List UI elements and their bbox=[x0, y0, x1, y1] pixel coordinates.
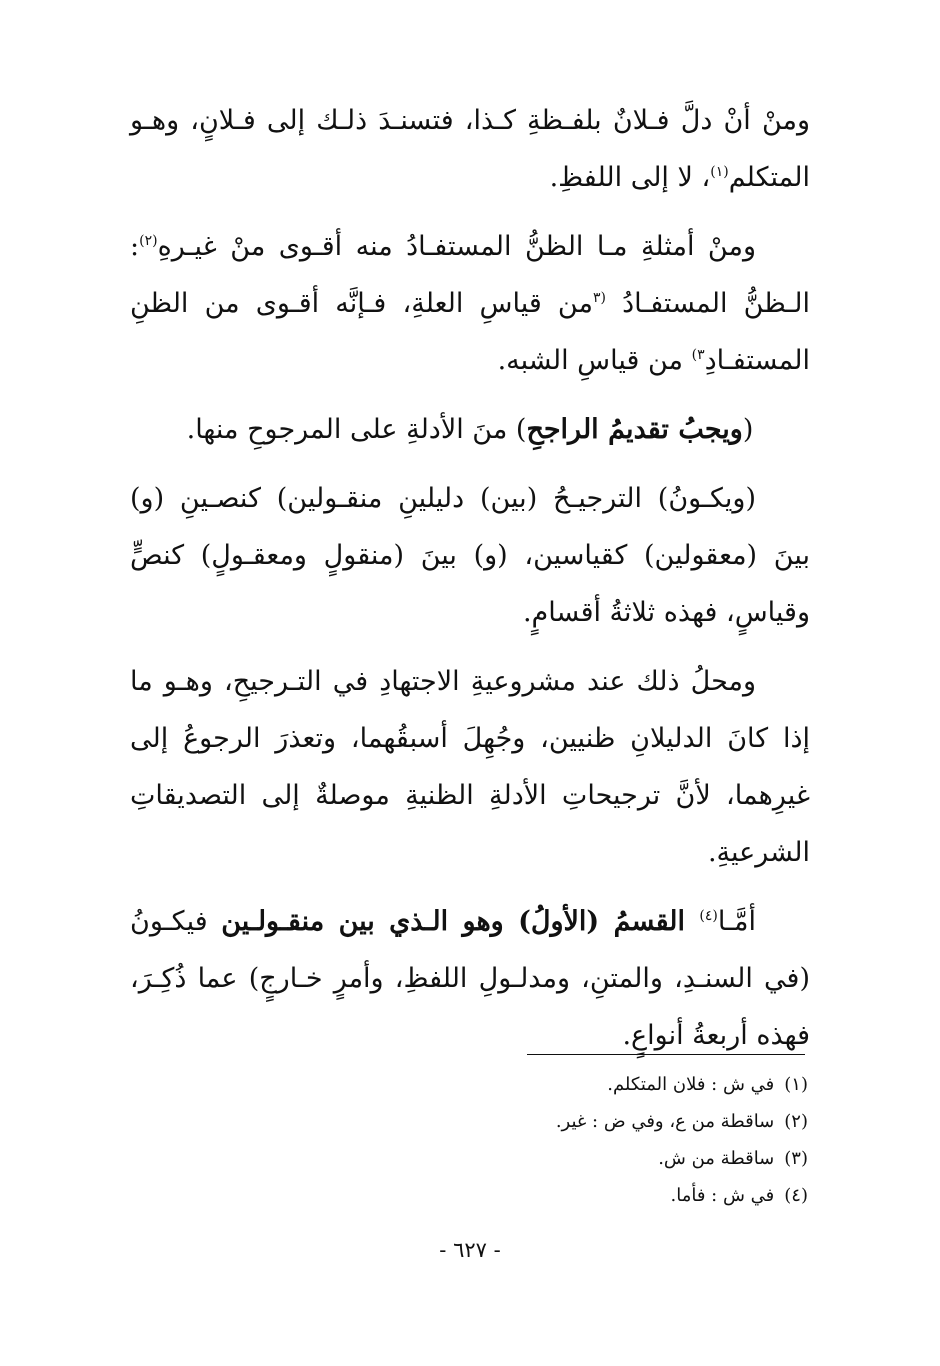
paragraph-6-text-a: أمَّـا bbox=[717, 906, 756, 937]
paragraph-2-text-b: : الـظنُّ المستفـادُ bbox=[130, 231, 810, 319]
footnote-text: في ش : فلان المتكلم. bbox=[607, 1074, 775, 1095]
paragraph-3-open-paren: ( bbox=[742, 414, 754, 445]
paragraph-6-bold-text: القسمُ (الأولُ) وهو الـذي بين منقـولـين bbox=[221, 906, 700, 937]
footnote-ref-2: (٢) bbox=[139, 233, 158, 249]
footnote-number: (٢) bbox=[784, 1111, 808, 1132]
footnote-separator bbox=[527, 1054, 805, 1055]
footnote-ref-3-close: ٣) bbox=[691, 347, 705, 363]
footnote-ref-3-open: (٣ bbox=[592, 290, 606, 306]
footnote-text: في ش : فأما. bbox=[670, 1185, 775, 1206]
paragraph-2-text-a: ومنْ أمثلةِ مـا الظنُّ المستفـادُ منه أقـوى منْ غيـرهِ bbox=[157, 231, 756, 262]
footnote-1 bbox=[388, 1066, 808, 1103]
footnote-text: ساقطة من ش. bbox=[658, 1148, 775, 1169]
paragraph-1 bbox=[130, 92, 810, 206]
footnote-4 bbox=[388, 1177, 808, 1214]
footnotes bbox=[388, 1066, 808, 1214]
paragraph-3-rest: ) منَ الأدلةِ على المرجوحِ منها. bbox=[186, 414, 527, 445]
paragraph-2 bbox=[130, 218, 810, 389]
paragraph-1-text-b: ، لا إلى اللفظِ. bbox=[549, 162, 711, 193]
paragraph-5: ومحلُ ذلك عند مشروعيةِ الاجتهادِ في التـرجيحِ، وهـو ما إذا كانَ الدليلانِ ظنيين، وجُهِلَ أسبقُهما، وتعذرَ الرجوعُ إلى غيرِهما، لأنَّ ترجيحاتِ الأدلةِ الظنيةِ موصلةٌ إلى التصديقاتِ الشرعيةِ. bbox=[130, 666, 810, 868]
paragraph-6-text-b: فيكـونُ (في السنـدِ، والمتنِ، ومدلـولِ اللفظِ، وأمرٍ خـارجٍ) عما ذُكِـرَ، فهذه أربعةُ أنواعٍ. bbox=[130, 906, 810, 1051]
paragraph-2-text-c: من قياسِ العلةِ، فـإنَّه أقـوى من الظنِ المستفـادِ bbox=[130, 288, 810, 376]
footnote-number: (٣) bbox=[784, 1148, 808, 1169]
paragraph-2-text-d: من قياسِ الشبه. bbox=[497, 345, 692, 376]
paragraph-6 bbox=[130, 893, 810, 1064]
paragraph-1-text-a: ومنْ أنْ دلَّ فـلانٌ بلفـظةِ كـذا، فتسنـدَ ذلـك إلى فـلانٍ، وهـو المتكلم bbox=[130, 105, 810, 193]
main-text bbox=[130, 92, 810, 1076]
paragraph-4: (ويكـونُ) الترجيـحُ (بين) دليلينِ منقـولين) كنصـينِ (و) بينَ (معقولين) كقياسين، (و) بينَ (منقولٍ ومعقـولٍ) كنصٍّ وقياسٍ، فهذه ثلاثةُ أقسامٍ. bbox=[130, 483, 810, 628]
paragraph-3-bold-text: ويجبُ تقديمُ الراجحِ bbox=[526, 414, 743, 445]
footnote-text: ساقطة من ع، وفي ض : غير. bbox=[555, 1111, 775, 1132]
page-number: - ٦٢٧ - bbox=[439, 1238, 501, 1262]
footnote-2 bbox=[388, 1103, 808, 1140]
footnote-number: (١) bbox=[784, 1074, 808, 1095]
footnote-number: (٤) bbox=[784, 1185, 808, 1206]
footnote-3 bbox=[388, 1140, 808, 1177]
footnote-ref-1: (١) bbox=[710, 164, 729, 180]
paragraph-3-heading bbox=[130, 401, 810, 458]
footnote-ref-4: (٤) bbox=[699, 908, 718, 924]
